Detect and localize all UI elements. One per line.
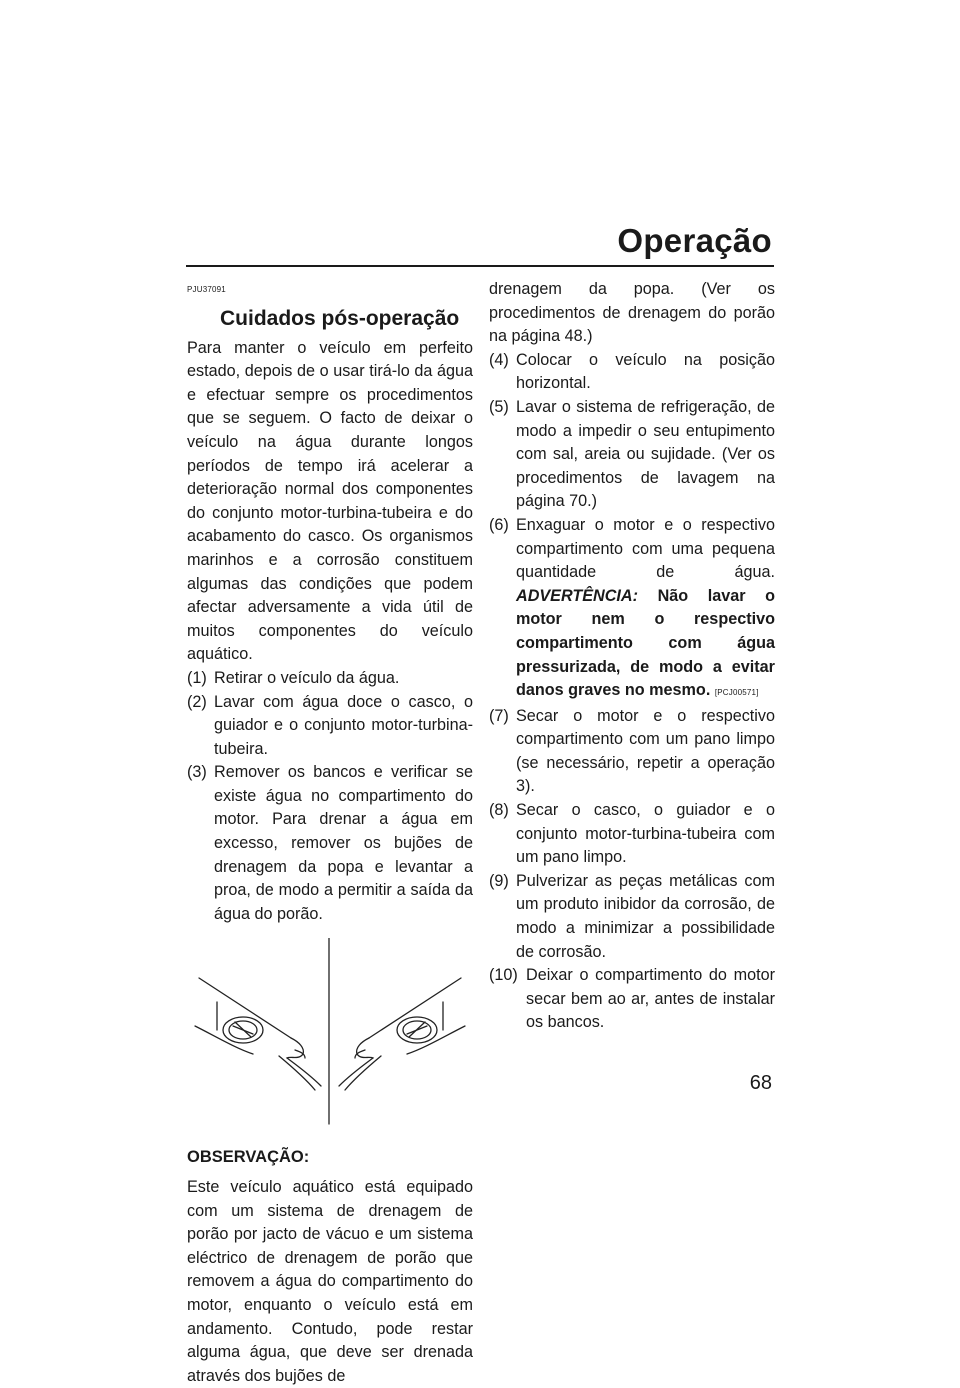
step-number: (3): [187, 763, 207, 782]
step-number: (6): [489, 515, 509, 534]
step-8: [489, 799, 775, 870]
step-number: (7): [489, 706, 509, 725]
warning-code: [PCJ00571]: [714, 688, 759, 698]
step-text: Secar o casco, o guiador e o conjunto motor-turbina-tubeira com um pano limpo.: [516, 801, 775, 867]
note-paragraph: Este veículo aquático está equipado com um sistema de drenagem de porão por jacto de vácuo e um sistema eléctrico de drenagem de porão que removem a água do compartimento do motor, enquanto o veículo está em andamento. Contudo, pode restar alguma água, que deve ser drenada através dos bujões de: [187, 1178, 473, 1385]
left-column: [187, 278, 473, 1388]
step-2: [187, 691, 473, 762]
step-text: Secar o motor e o respectivo compartimento com um pano limpo (se necessário, repetir a operação 3).: [516, 706, 775, 796]
step-7: [489, 705, 775, 799]
continuation-paragraph: drenagem da popa. (Ver os procedimentos de drenagem do porão na página 48.): [489, 280, 775, 346]
step-4: [489, 349, 775, 396]
step-number: (8): [489, 801, 509, 820]
warning-text: Não lavar o motor nem o respectivo compartimento com água pressurizada, de modo a evitar danos graves no mesmo.: [516, 586, 775, 700]
step-text: Lavar com água doce o casco, o guiador e o conjunto motor-turbina-tubeira.: [214, 692, 473, 758]
step-3: [187, 761, 473, 926]
intro-paragraph: Para manter o veículo em perfeito estado, depois de o usar tirá-lo da água e efectuar sempre os procedimentos que se seguem. O facto de deixar o veículo na água durante longos períodos de tempo irá acelerar a deterioração normal dos componentes do conjunto motor-turbina-tubeira e do acabamento do casco. Os organismos marinhos e a corrosão constituem algumas das condições que podem afectar adversamente a vida útil de muitos componentes do veículo aquático.: [187, 338, 473, 664]
step-9: [489, 870, 775, 964]
section-title: Cuidados pós-operação: [220, 306, 460, 330]
step-5: [489, 396, 775, 514]
step-text: Lavar o sistema de refrigeração, de modo a impedir o seu entupimento com sal, areia ou sujidade. (Ver os procedimentos de lavagem na página 70.): [516, 397, 775, 511]
step-text: Pulverizar as peças metálicas com um produto inibidor da corrosão, de modo a minimizar a possibilidade de corrosão.: [516, 871, 775, 961]
step-number: (5): [489, 397, 509, 416]
note-title: OBSERVAÇÃO:: [187, 1148, 310, 1167]
step-text: Remover os bancos e verificar se existe água no compartimento do motor. Para drenar a água em excesso, remover os bujões de drenagem da popa e levantar a proa, de modo a permitir a saída da água do porão.: [214, 763, 473, 923]
step-number: (4): [489, 350, 509, 369]
page-header-title: Operação: [617, 222, 772, 259]
drain-plug-illustration: [187, 938, 473, 1128]
step-text: [516, 514, 775, 705]
step-number: (9): [489, 871, 509, 890]
step-number: (1): [187, 668, 207, 687]
warning-label: ADVERTÊNCIA:: [516, 586, 639, 605]
step-1: [187, 667, 473, 691]
step-text: Retirar o veículo da água.: [214, 668, 400, 687]
section-code: PJU37091: [187, 285, 226, 294]
step-6-text: Enxaguar o motor e o respectivo compartimento com uma pequena quantidade de água.: [516, 515, 775, 582]
step-text: Deixar o compartimento do motor secar bem ao ar, antes de instalar os bancos.: [526, 966, 775, 1032]
header-divider: [186, 265, 774, 267]
right-column: [489, 278, 775, 1035]
step-text: Colocar o veículo na posição horizontal.: [516, 350, 775, 393]
step-number: (2): [187, 692, 207, 711]
step-6: [489, 514, 775, 705]
page-number: 68: [749, 1072, 772, 1094]
step-number: (10): [489, 966, 518, 985]
step-10: [489, 964, 775, 1035]
